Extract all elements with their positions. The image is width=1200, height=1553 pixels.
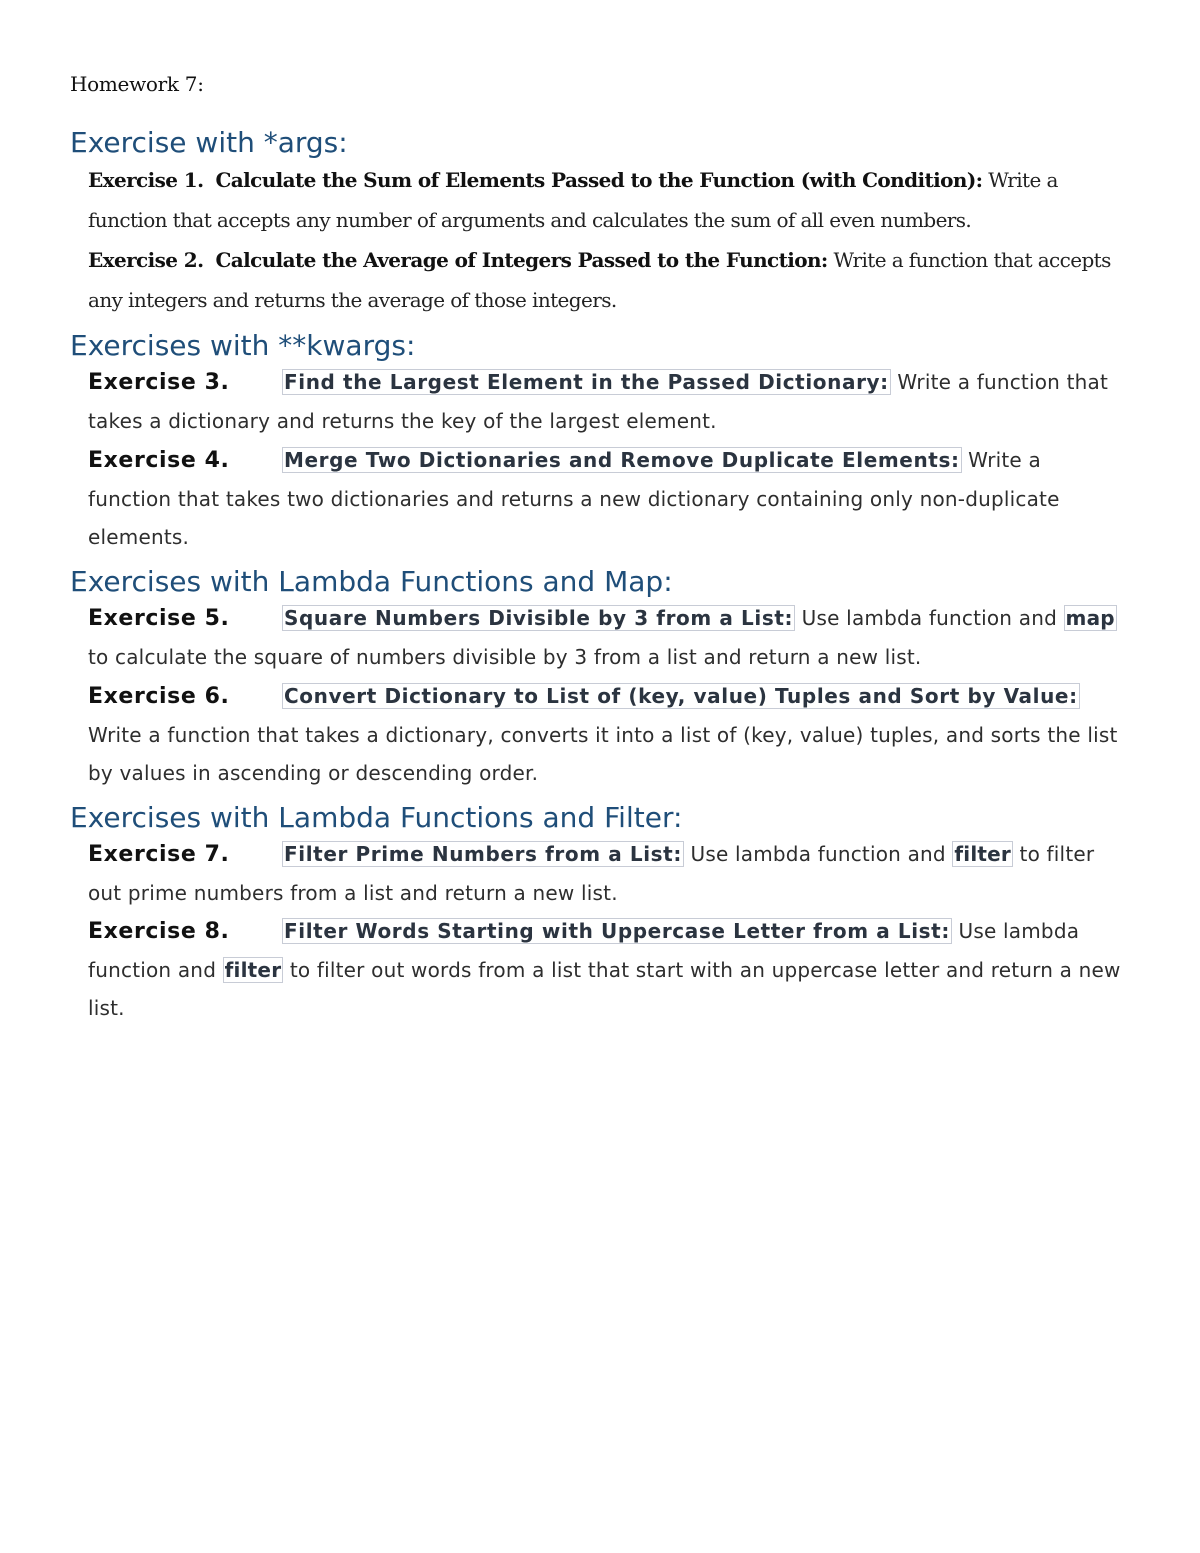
exercise-body: Write a function that takes two dictionaries and returns a new dictionary containing only non-duplicate elements.	[88, 448, 1060, 549]
exercise-8	[88, 912, 1128, 1027]
exercise-title: Merge Two Dictionaries and Remove Duplicate Elements:	[284, 448, 960, 472]
exercise-body-post: to calculate the square of numbers divisible by 3 from a list and return a new list.	[88, 645, 922, 669]
exercise-label: Exercise 7.	[88, 842, 230, 867]
exercise-body-pre: Use lambda function and	[683, 842, 953, 866]
exercise-body-pre: Use lambda function and	[795, 606, 1064, 630]
exercise-title: Filter Prime Numbers from a List:	[284, 842, 682, 866]
exercise-body: Write a function that takes a dictionary, converts it into a list of (key, value) tuples, and sorts the list by values in ascending or descending order.	[88, 723, 1118, 785]
exercise-label: Exercise 1.	[88, 168, 204, 192]
exercise-body: Write a function that takes a dictionary and returns the key of the largest element.	[88, 370, 1108, 433]
exercise-4	[88, 441, 1128, 556]
exercise-2	[88, 240, 1128, 320]
exercise-label: Exercise 8.	[88, 919, 230, 944]
exercise-title: Calculate the Average of Integers Passed to the Function:	[215, 248, 828, 272]
exercise-label: Exercise 6.	[88, 684, 230, 709]
exercise-body-post: to filter out words from a list that start with an uppercase letter and return a new list.	[88, 958, 1121, 1020]
exercise-title: Square Numbers Divisible by 3 from a List:	[284, 606, 794, 630]
section-heading-args: Exercise with *args:	[70, 126, 348, 159]
exercise-7	[88, 835, 1128, 912]
document-title: Homework 7:	[70, 72, 204, 96]
exercise-label: Exercise 4.	[88, 448, 230, 473]
code-keyword-filter: filter	[224, 958, 282, 982]
exercise-body: Write a function that accepts any number of arguments and calculates the sum of all even numbers.	[88, 168, 1058, 232]
exercise-body: Write a function that accepts any integers and returns the average of those integers.	[88, 248, 1111, 312]
exercise-3	[88, 363, 1128, 440]
exercise-6	[88, 677, 1128, 792]
exercise-title: Find the Largest Element in the Passed Dictionary:	[284, 370, 889, 394]
code-keyword-filter: filter	[954, 842, 1011, 866]
exercise-title: Convert Dictionary to List of (key, value) Tuples and Sort by Value:	[284, 684, 1078, 708]
exercise-body-pre: Use lambda function and	[88, 919, 1080, 982]
exercise-label: Exercise 3.	[88, 370, 230, 395]
exercise-label: Exercise 2.	[88, 248, 204, 272]
exercise-label: Exercise 5.	[88, 606, 230, 631]
section-heading-lambda-map: Exercises with Lambda Functions and Map:	[70, 565, 673, 598]
exercise-5	[88, 599, 1128, 676]
exercise-title: Calculate the Sum of Elements Passed to the Function (with Condition):	[215, 168, 983, 192]
exercise-body-post: to filter out prime numbers from a list and return a new list.	[88, 842, 1095, 905]
exercise-title: Filter Words Starting with Uppercase Letter from a List:	[284, 919, 950, 943]
section-heading-lambda-filter: Exercises with Lambda Functions and Filter:	[70, 801, 683, 834]
exercise-1	[88, 160, 1128, 240]
code-keyword-map: map	[1065, 606, 1115, 630]
section-heading-kwargs: Exercises with **kwargs:	[70, 329, 416, 362]
